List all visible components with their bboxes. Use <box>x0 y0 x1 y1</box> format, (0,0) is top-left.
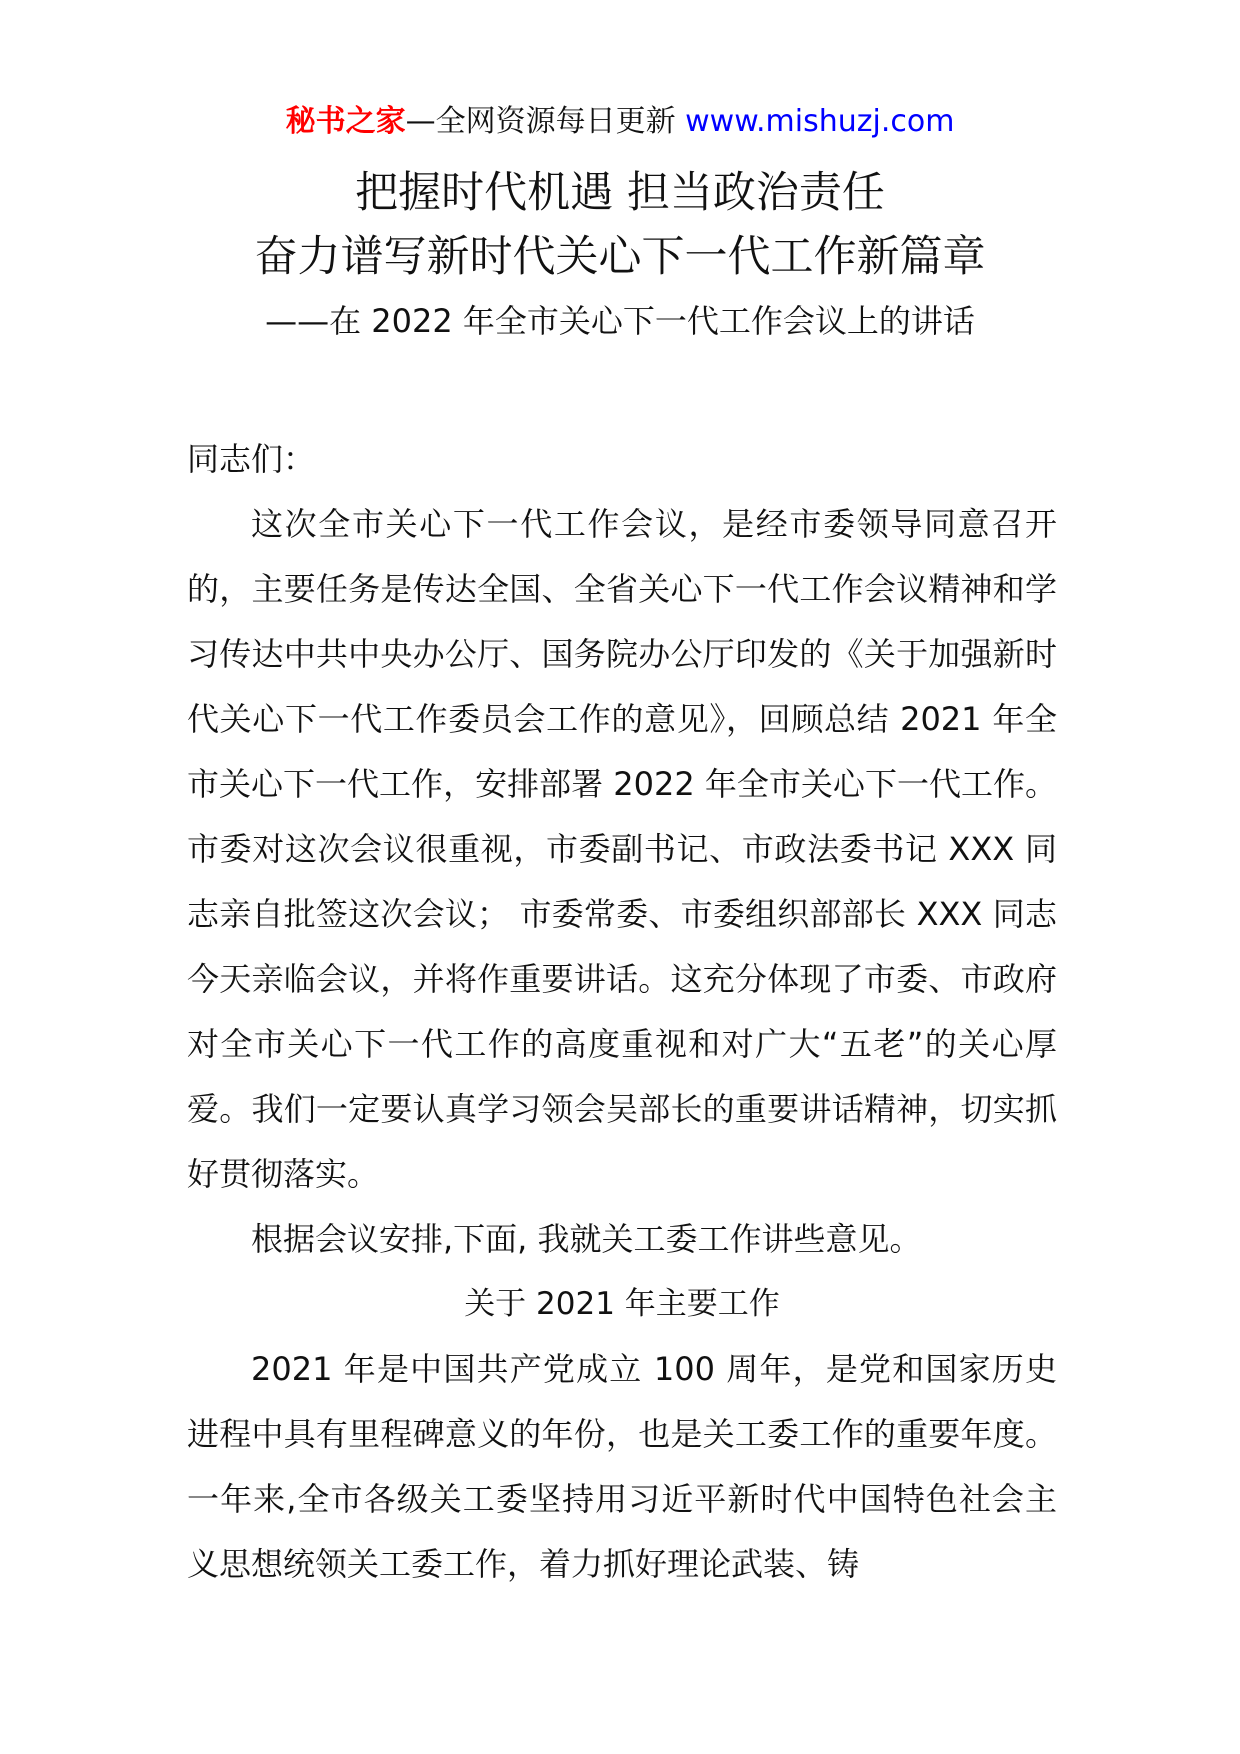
paragraph-1: 这次全市关心下一代工作会议，是经市委领导同意召开的，主要任务是传达全国、全省关心下一代工作会议精神和学习传达中共中央办公厅、国务院办公厅印发的《关于加强新时代关心下一代工作委员会工作的意见》，回顾总结 2021 年全市关心下一代工作，安排部署 2022 年全市关心下一代工作。市委对这次会议很重视，市委副书记、市政法委书记 XXX 同志亲自批签这次会议； 市委常委、市委组织部部长 XXX 同志今天亲临会议，并将作重要讲话。这充分体现了市委、市政府对全市关心下一代工作的高度重视和对广大“五老”的关心厚爱。我们一定要认真学习领会吴部长的重要讲话精神，切实抓好贯彻落实。 <box>187 505 1057 1193</box>
section-heading: 关于 2021 年主要工作 <box>464 1286 780 1322</box>
paragraph-3: 2021 年是中国共产党成立 100 周年，是党和国家历史进程中具有里程碑意义的年份，也是关工委工作的重要年度。一年来,全市各级关工委坚持用习近平新时代中国特色社会主义思想统领关工委工作，着力抓好理论武装、铸 <box>187 1350 1057 1583</box>
paragraph-2: 根据会议安排,下面, 我就关工委工作讲些意见。 <box>251 1220 922 1258</box>
document-title-line-1: 把握时代机遇 担当政治责任 <box>355 168 885 218</box>
document-title-line-2: 奋力谱写新时代关心下一代工作新篇章 <box>254 232 986 282</box>
brand-name: 秘书之家 <box>285 104 406 139</box>
document-subtitle: ——在 2022 年全市关心下一代工作会议上的讲话 <box>265 302 975 340</box>
greeting: 同志们： <box>187 440 316 478</box>
site-header <box>0 100 1240 144</box>
header-slogan: —全网资源每日更新 <box>405 104 676 139</box>
document-body <box>187 427 1057 1597</box>
website-link[interactable]: www.mishuzj.com <box>685 104 955 139</box>
